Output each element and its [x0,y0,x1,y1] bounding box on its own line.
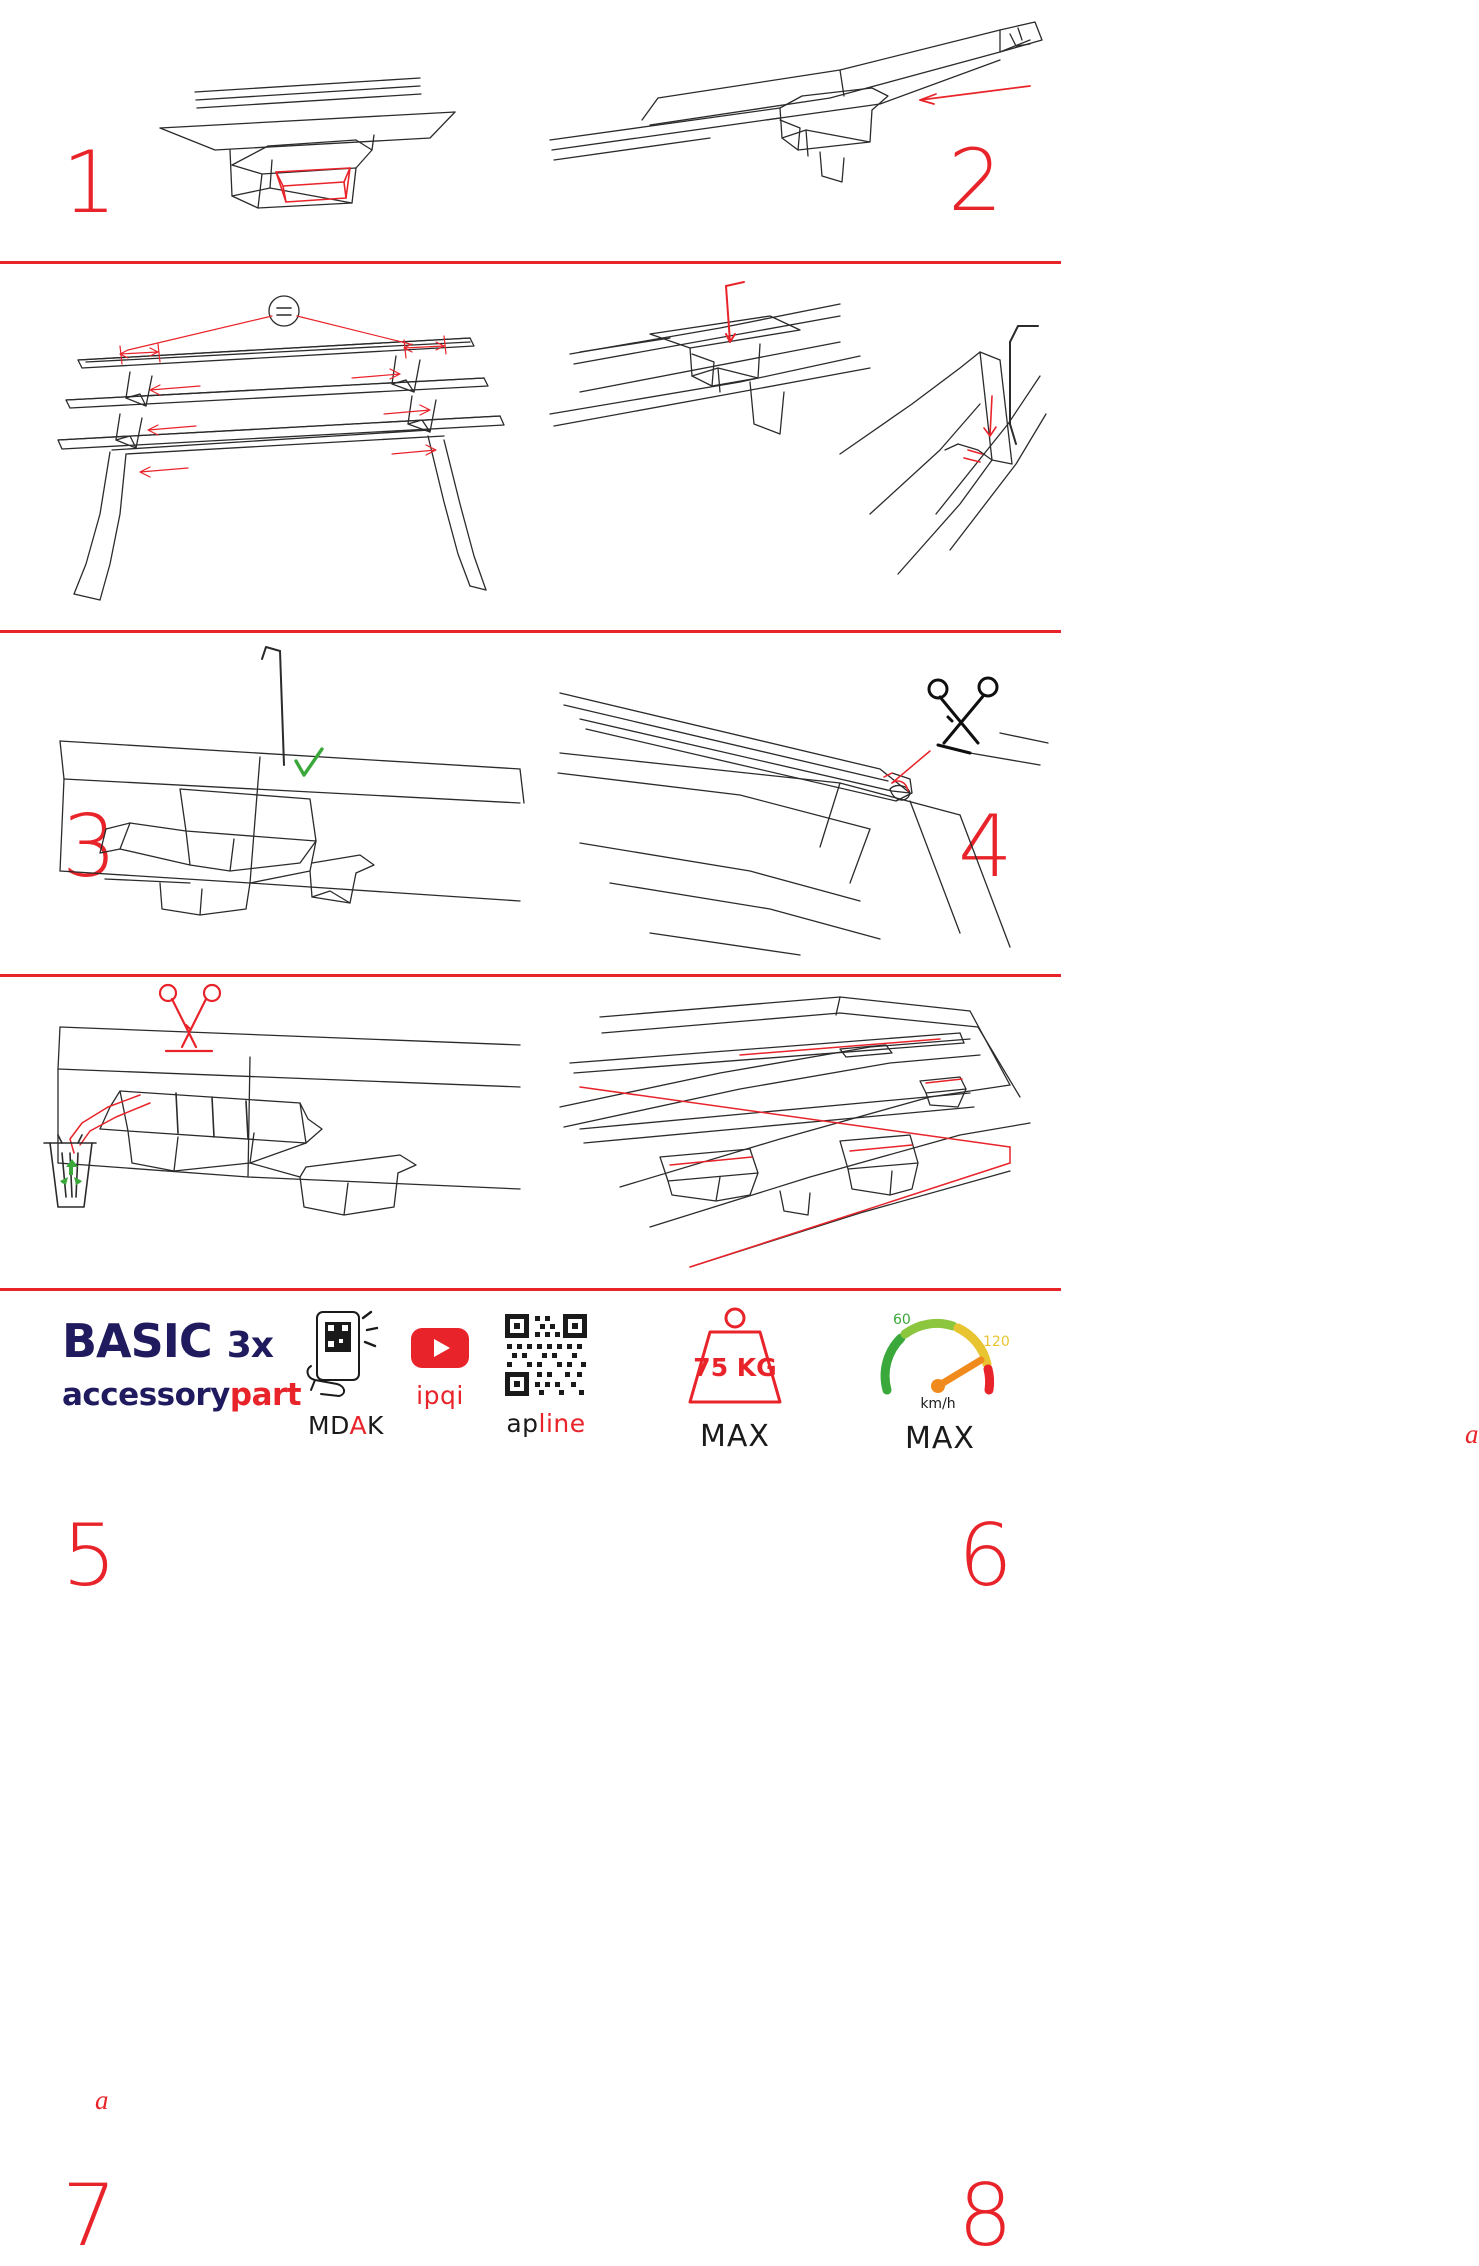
step-number-1: 1 [62,133,115,233]
apline-caption [476,1409,616,1438]
weight-limit-block [660,1304,810,1454]
speed-max-caption: MAX [905,1421,975,1456]
step-number-2: 2 [948,131,1001,231]
step-number-5: 5 [62,1506,115,1606]
label-a-step6: a [1465,1419,1479,1449]
footer [0,1290,1061,1500]
mdak-caption-before: MD [308,1411,350,1440]
company-name-first: accessory [62,1377,230,1413]
step-number-8: 8 [958,2166,1011,2266]
step-panel-4 [540,264,1061,897]
qr-code-icon[interactable] [476,1312,616,1403]
step-4-illustration [540,264,1061,630]
speedometer-icon [860,1302,1020,1419]
youtube-block[interactable] [392,1324,488,1410]
step-5-illustration [0,633,540,974]
step-number-4: 4 [958,797,1011,897]
step-6-illustration [540,633,1061,974]
svg-text:60: 60 [893,1312,911,1328]
product-quantity: 3x [226,1325,273,1366]
apline-caption-before: ap [506,1409,539,1438]
mdak-caption-after: K [367,1411,384,1440]
step-7-illustration [0,977,540,1288]
mdak-caption-accent: A [349,1411,368,1440]
company-name-second: part [229,1377,302,1413]
weight-icon [660,1304,810,1417]
phone-scan-icon [286,1308,406,1405]
step-3-illustration [0,264,540,630]
step-8-illustration [540,977,1061,1288]
step-panel-1 [0,0,530,261]
step-panel-3 [0,264,540,897]
product-name: BASIC [62,1314,212,1368]
svg-text:km/h: km/h [920,1396,956,1412]
ipqi-caption: ipqi [416,1381,464,1410]
step-number-3: 3 [62,797,115,897]
speed-limit-block [860,1302,1020,1456]
apline-caption-accent: line [538,1409,586,1438]
step-panel-2 [530,0,1061,261]
step-number-7: 7 [62,2166,115,2266]
svg-text:120: 120 [983,1334,1010,1350]
youtube-icon[interactable] [392,1324,488,1375]
mdak-block [286,1308,406,1440]
step-number-6: 6 [958,1506,1011,1606]
svg-text:75 KG: 75 KG [693,1353,777,1382]
label-a-step7: a [95,2085,109,2115]
weight-max-caption: MAX [700,1419,770,1454]
mdak-caption [286,1411,406,1440]
qr-block[interactable] [476,1312,616,1438]
